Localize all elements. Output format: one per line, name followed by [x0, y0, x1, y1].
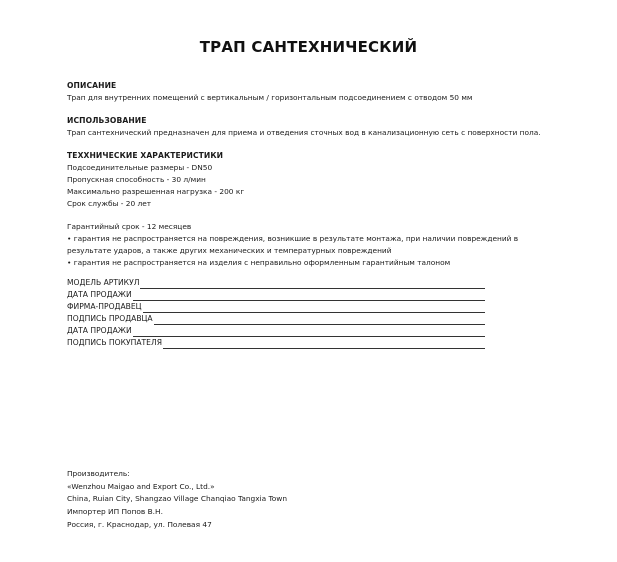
document-title: ТРАП САНТЕХНИЧЕСКИЙ: [199, 38, 418, 56]
manufacturer-line: Россия, г. Краснодар, ул. Полевая 47: [67, 519, 212, 529]
manufacturer-info: [67, 468, 287, 532]
warranty-term: Гарантийный срок - 12 месяцев: [67, 222, 192, 231]
document-body: [67, 80, 567, 349]
form-field-line[interactable]: [133, 328, 485, 337]
form-field-buyer-signature[interactable]: [67, 337, 485, 349]
warranty-form: [67, 277, 567, 349]
form-field-line[interactable]: [143, 304, 485, 313]
spec-item: Максимально разрешенная нагрузка - 200 кг: [67, 187, 245, 196]
specs-heading: ТЕХХНИЧЕСКИЕ ХАРАКТЕРИСТИКИ: [67, 151, 224, 160]
manufacturer-line: Производитель:: [67, 469, 130, 478]
form-field-label: ПОДПИСЬ ПРОДАВЦА: [67, 314, 153, 323]
manufacturer-line: China, Ruian City, Shangzao Village Chanqiao Tangxia Town: [67, 494, 288, 504]
description-text: Трап для внутренних помещений с вертикальным / горизонтальным подсоединением с отводом 50 мм: [67, 93, 473, 102]
warranty-note: • гарантия не распространяется на изделия с неправильно оформленным гарантийным талоном: [67, 258, 451, 267]
specs-section: [67, 150, 567, 210]
form-field-label: ПОДПИСЬ ПОКУПАТЕЛЯ: [67, 338, 162, 347]
form-field-line[interactable]: [163, 340, 485, 349]
usage-text: Трап сантехнический предназначен для приема и отведения сточных вод в канализационную сеть с поверхности пола.: [67, 128, 541, 137]
form-field-seller-signature[interactable]: [67, 313, 485, 325]
form-field-label: ДАТА ПРОДАЖИ: [67, 326, 132, 335]
warranty-note: • гарантия не распространяется на повреждения, возникшие в результате монтажа, при наличии повреждений в результате ударов, а также других механических и температурных повреждений: [67, 234, 519, 255]
manufacturer-line: «Wenzhou Maigao and Export Co., Ltd.»: [67, 481, 215, 491]
usage-section: [67, 115, 567, 139]
form-field-sale-date[interactable]: [67, 289, 485, 301]
form-field-label: ДАТА ПРОДАЖИ: [67, 290, 132, 299]
spec-item: Пропускная способность - 30 л/мин: [67, 175, 206, 184]
form-field-model[interactable]: [67, 277, 485, 289]
form-field-line[interactable]: [154, 316, 485, 325]
form-field-seller-company[interactable]: [67, 301, 485, 313]
form-field-line[interactable]: [133, 292, 485, 301]
spec-item: Срок службы - 20 лет: [67, 199, 152, 208]
usage-heading: ИСПОЛЬЗОВАНИЕ: [67, 116, 147, 125]
warranty-section: [67, 221, 567, 269]
spec-item: Подсоединительные размеры - DN50: [67, 163, 213, 172]
form-field-label: ФИРМА-ПРОДАВЕЦ: [67, 302, 142, 311]
form-field-line[interactable]: [140, 280, 485, 289]
manufacturer-line: Импортер ИП Попов В.Н.: [67, 507, 163, 517]
description-section: [67, 80, 567, 104]
form-field-sale-date-2[interactable]: [67, 325, 485, 337]
form-field-label: МОДЕЛЬ АРТИКУЛ: [67, 278, 140, 287]
description-heading: ОПИСАНИЕ: [67, 81, 117, 90]
